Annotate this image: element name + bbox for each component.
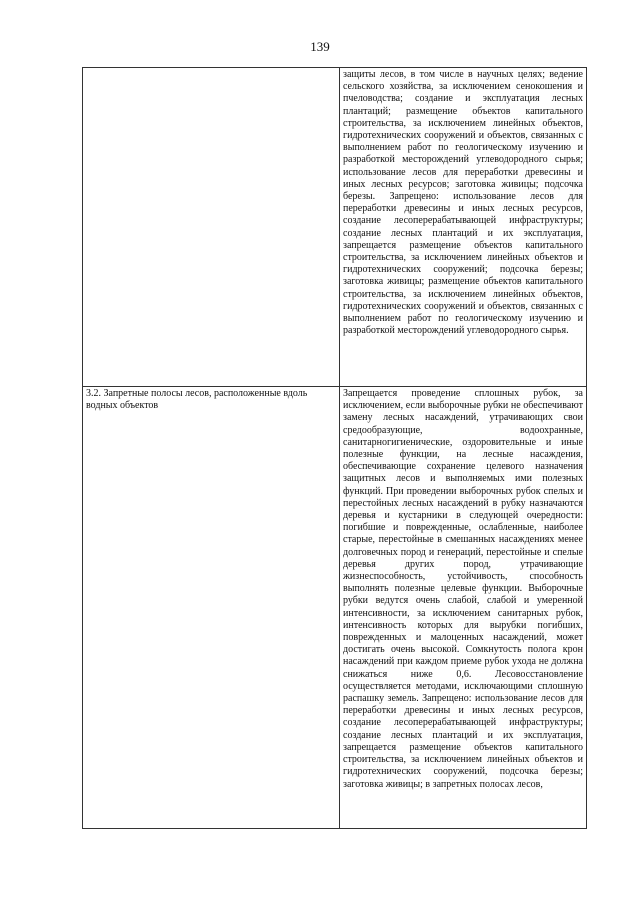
regime-cell: Запрещается проведение сплошных рубок, за исключением, если выборочные рубки не обеспечивают замену лесных насаждений, утрачивающих свои средообразующие, водоохранные, санитарногигиенические, оздоровительные и иные полезные функции, на лесные насаждения, обеспечивающие сохранение целевого назначения защитных лесов и выполняемых ими полезных функций. При проведении выборочных рубок спелых и перестойных лесных насаждений в рубку назначаются деревья и кустарники в следующей очередности: погибшие и поврежденные, ослабленные, наиболее старые, перестойные в смешанных насаждениях менее долговечных пород и генераций, перестойные и спелые деревья других пород, утрачивающие жизнеспособность, устойчивость, способность выполнять полезные целевые функции. Выборочные рубки ведутся очень слабой, слабой и умеренной интенсивности, за исключением санитарных рубок, интенсивность которых для вырубки погибших, поврежденных и малоценных насаждений, может достигать очень высокой. Сомкнутость полога крон насаждений при каждом приеме рубок ухода не должна снижаться ниже 0,6. Лесовосстановление осуществляется методами, исключающими сплошную распашку земель. Запрещено: использование лесов для переработки древесины и иных лесных ресурсов, создание лесоперерабатывающей инфраструктуры; создание лесных плантаций и их эксплуатация, запрещается размещение объектов капитального строительства, за исключением линейных объектов и гидротехнических сооружений, подсочка березы; заготовка живицы; в запретных полосах лесов, <box>340 387 587 829</box>
regime-cell: защиты лесов, в том числе в научных целях; ведение сельского хозяйства, за исключением сенокошения и пчеловодства; создание и эксплуатация лесных плантаций; размещение объектов капитального строительства, за исключением линейных объектов, гидротехнических сооружений и объектов, связанных с выполнением работ по геологическому изучению и разработкой месторождений углеводородного сырья; использование лесов для переработки древесины и иных лесных ресурсов; заготовка живицы; подсочка березы. Запрещено: использование лесов для переработки древесины и иных лесных ресурсов, создание лесоперерабатывающей инфраструктуры; создание лесных плантаций и их эксплуатация, запрещается размещение объектов капитального строительства, за исключением линейных объектов и гидротехнических сооружений; подсочка березы; заготовка живицы; размещение объектов капитального строительства, за исключением линейных объектов, гидротехнических сооружений и объектов, связанных с выполнением работ по геологическому изучению и разработкой месторождений углеводородного сырья. <box>340 68 587 387</box>
table-row <box>83 387 587 829</box>
table-row <box>83 68 587 387</box>
category-cell: 3.2. Запретные полосы лесов, расположенные вдоль водных объектов <box>83 387 340 829</box>
page-number: 139 <box>310 39 330 54</box>
category-cell <box>83 68 340 387</box>
forest-regime-table <box>82 67 587 829</box>
